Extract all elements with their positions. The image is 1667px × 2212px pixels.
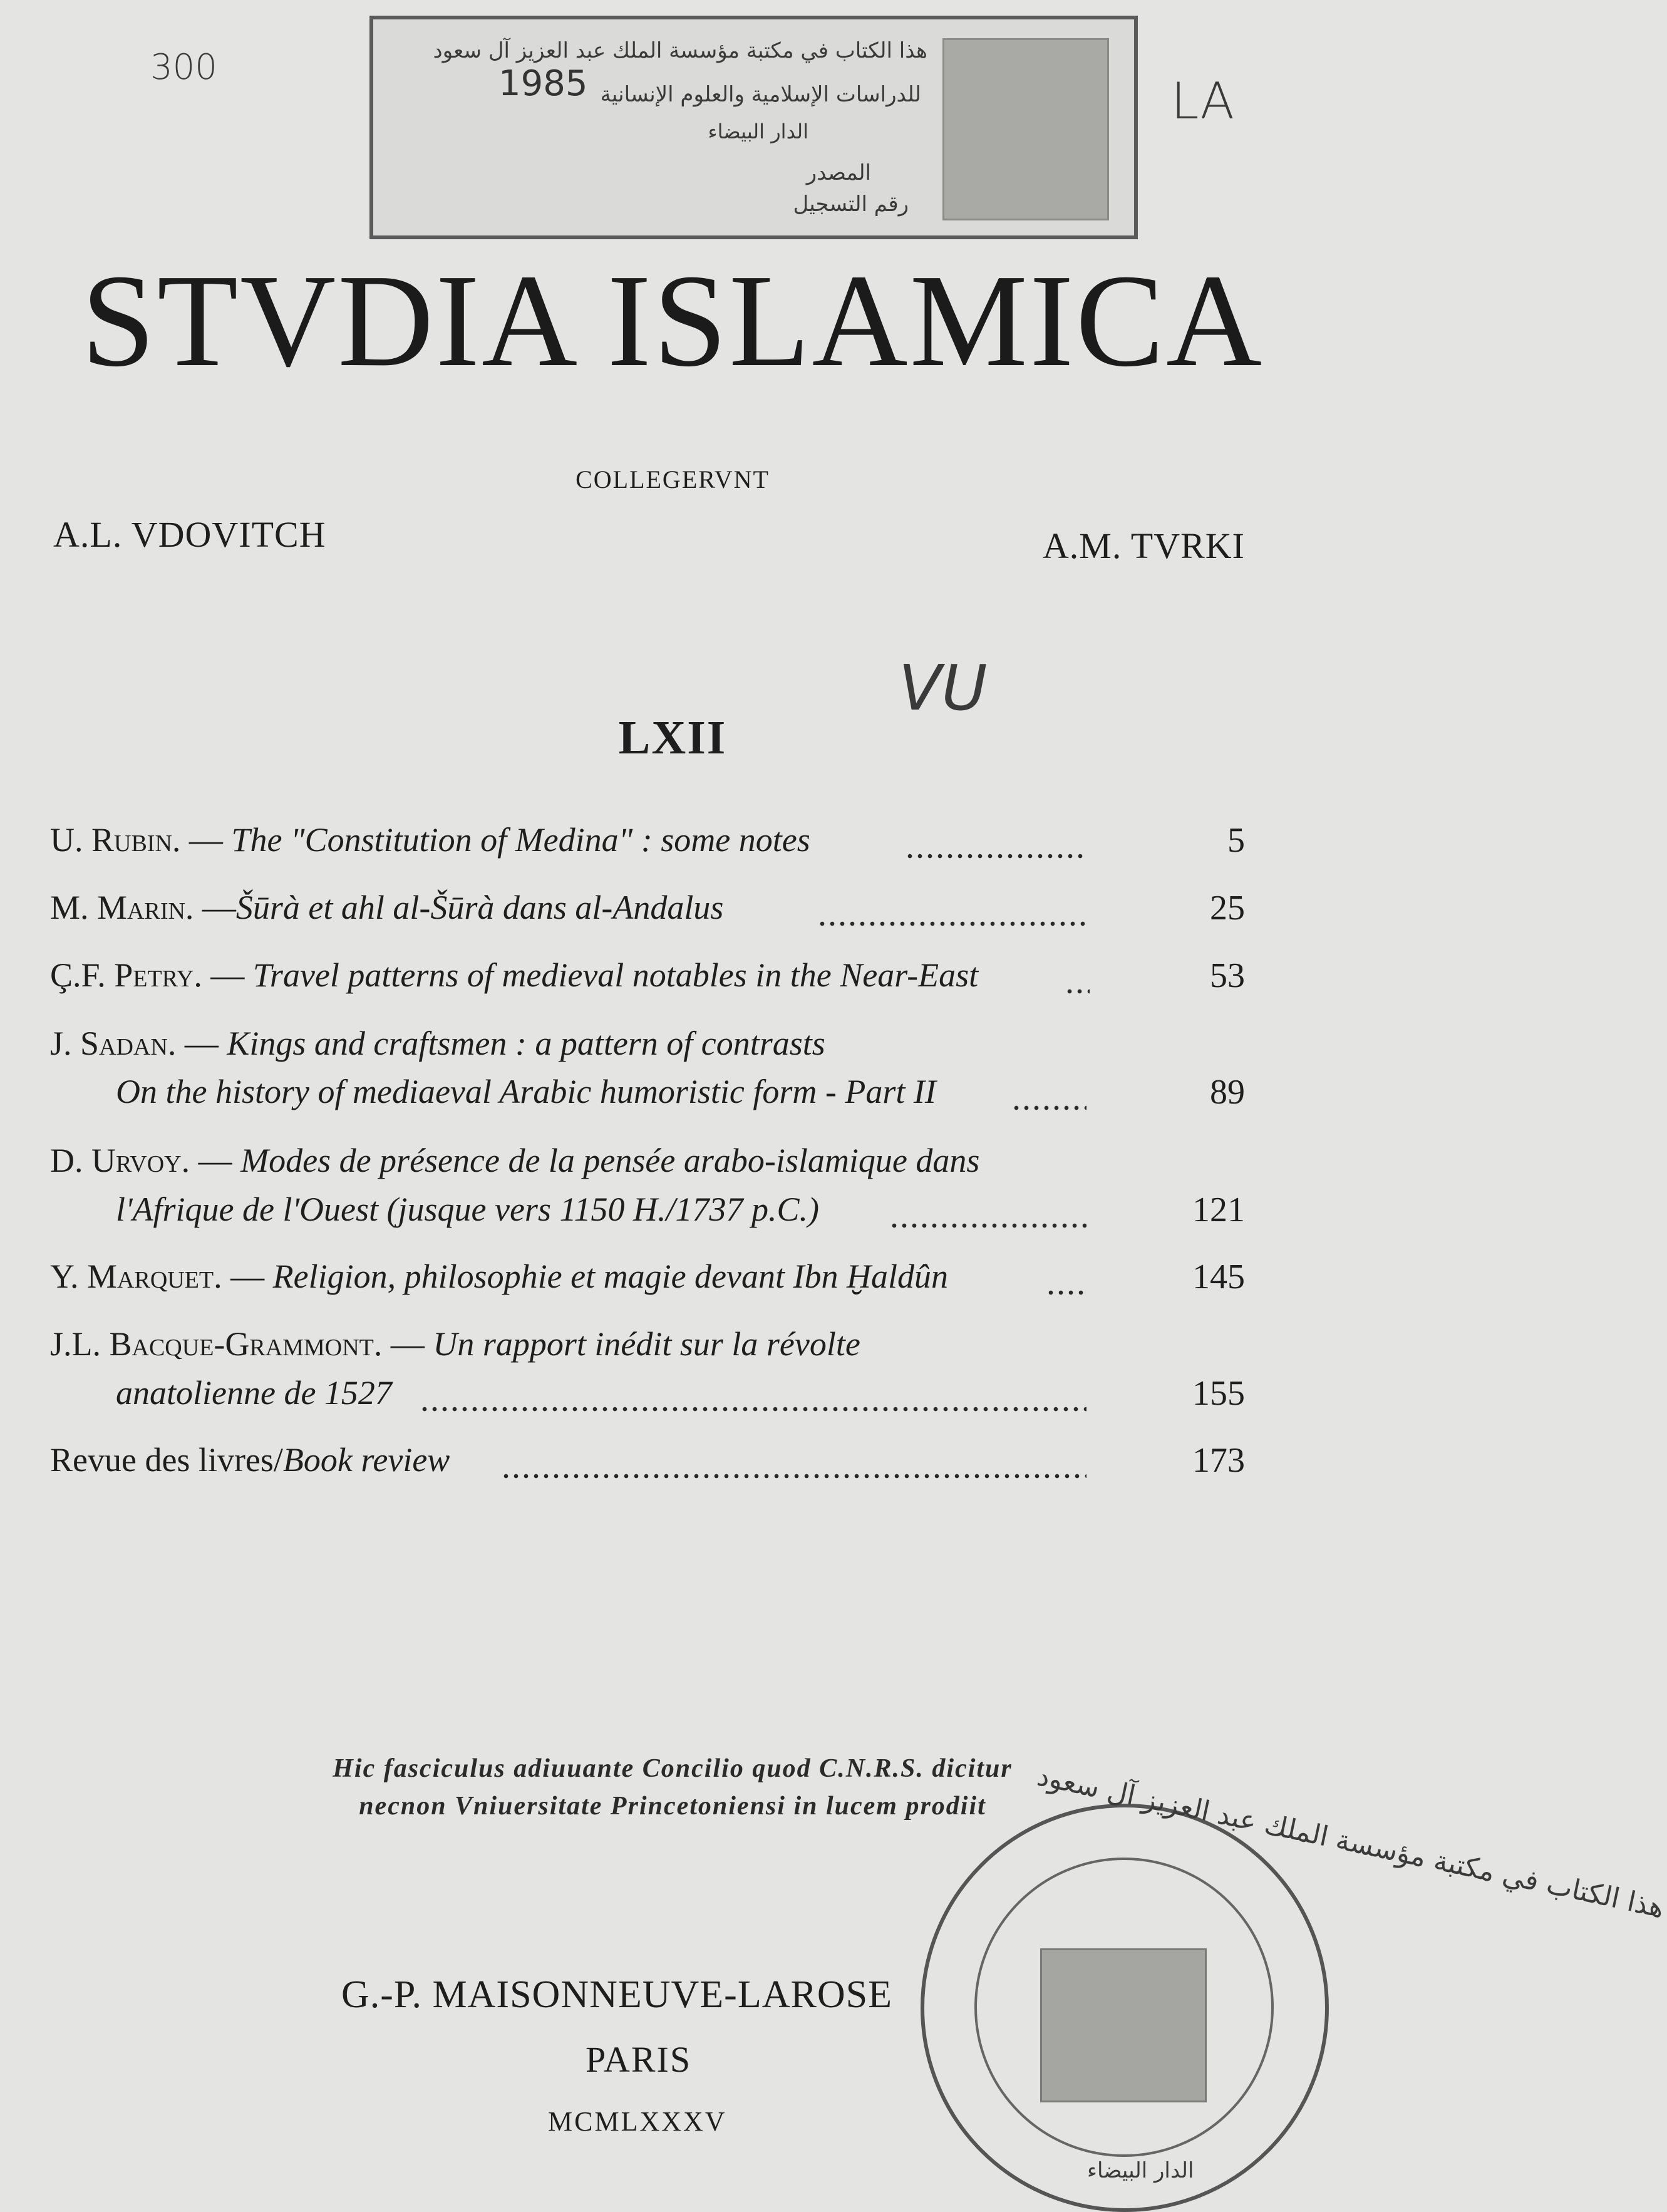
toc-leader-dots bbox=[420, 1406, 1086, 1412]
handwritten-mark: LA bbox=[1171, 72, 1235, 130]
toc-entry bbox=[0, 1440, 1345, 1497]
publisher-name: G.-P. MAISONNEUVE-LAROSE bbox=[341, 1973, 892, 2016]
publisher-city: PARIS bbox=[586, 2039, 692, 2080]
toc-leader-dots bbox=[501, 1473, 1086, 1479]
toc-author: Y. Marquet. bbox=[50, 1258, 222, 1295]
toc-leader-dots bbox=[1065, 988, 1090, 995]
toc-entry bbox=[0, 1141, 1345, 1197]
toc-separator: — bbox=[190, 1142, 241, 1179]
toc-page-number: 53 bbox=[1210, 956, 1245, 995]
toc-entry bbox=[0, 1257, 1345, 1313]
toc-entry bbox=[0, 956, 1345, 1012]
toc-page-number: 5 bbox=[1227, 821, 1245, 860]
handwritten-initials: VU bbox=[899, 651, 988, 725]
toc-entry bbox=[0, 820, 1345, 877]
seal-emblem-image bbox=[1040, 1948, 1207, 2102]
handwritten-number: 300 bbox=[150, 47, 217, 88]
stamp-line-5: رقم التسجيل bbox=[793, 192, 909, 217]
toc-leader-dots bbox=[889, 1222, 1086, 1229]
toc-title: Un rapport inédit sur la révolte bbox=[433, 1325, 860, 1363]
publication-year: MCMLXXXV bbox=[548, 2106, 727, 2137]
stamp-line-3: الدار البيضاء bbox=[708, 120, 808, 143]
toc-separator: — bbox=[222, 1258, 273, 1295]
funding-note-line-1: Hic fasciculus adiuuante Concilio quod C.N.R.S. dicitur bbox=[333, 1754, 1013, 1783]
toc-author: Revue des livres/ bbox=[50, 1441, 283, 1479]
toc-author: M. Marin. bbox=[50, 889, 194, 926]
journal-title: STVDIA ISLAMICA bbox=[81, 247, 1264, 394]
library-stamp bbox=[369, 16, 1138, 239]
funding-note-line-2: necnon Vniuersitate Princetoniensi in lucem prodiit bbox=[359, 1792, 986, 1821]
toc-author: J.L. Bacque-Grammont. bbox=[50, 1325, 383, 1363]
toc-leader-dots bbox=[817, 921, 1086, 927]
toc-page-number: 25 bbox=[1210, 889, 1245, 928]
toc-entry-continuation bbox=[0, 1190, 1345, 1246]
toc-separator: — bbox=[180, 821, 232, 859]
toc-page-number: 89 bbox=[1210, 1073, 1245, 1112]
stamp-line-1: هذا الكتاب في مكتبة مؤسسة الملك عبد العزيز آل سعود bbox=[433, 38, 927, 63]
toc-page-number: 145 bbox=[1192, 1258, 1245, 1296]
toc-page-number: 121 bbox=[1192, 1191, 1245, 1229]
toc-separator: — bbox=[202, 956, 253, 994]
editors-heading: COLLEGERVNT bbox=[575, 465, 770, 494]
toc-leader-dots bbox=[1046, 1289, 1086, 1296]
toc-title: Book review bbox=[282, 1441, 450, 1479]
editor-left: A.L. VDOVITCH bbox=[53, 514, 326, 555]
seal-bottom-text: الدار البيضاء bbox=[1087, 2158, 1194, 2183]
toc-author: Ç.F. Petry. bbox=[50, 956, 202, 994]
toc-title: Religion, philosophie et magie devant Ibn Ḫaldûn bbox=[272, 1258, 948, 1295]
toc-title: Travel patterns of medieval notables in the Near-East bbox=[252, 956, 979, 994]
stamp-line-2: للدراسات الإسلامية والعلوم الإنسانية bbox=[600, 82, 921, 107]
toc-title: Šūrà et ahl al-Šūrà dans al-Andalus bbox=[235, 889, 724, 926]
toc-author: U. Rubin. bbox=[50, 821, 181, 859]
toc-separator: — bbox=[176, 1025, 227, 1062]
toc-leader-dots bbox=[905, 853, 1086, 859]
toc-title-continuation: l'Afrique de l'Ouest (jusque vers 1150 H./1737 p.C.) bbox=[116, 1191, 819, 1228]
toc-author: D. Urvoy. bbox=[50, 1142, 190, 1179]
toc-title: The "Constitution of Medina" : some notes bbox=[231, 821, 810, 859]
toc-entry-continuation bbox=[0, 1373, 1345, 1430]
library-seal bbox=[921, 1760, 1667, 2212]
toc-entry bbox=[0, 888, 1345, 944]
toc-separator: — bbox=[382, 1325, 433, 1363]
toc-page-number: 155 bbox=[1192, 1374, 1245, 1413]
volume-number: LXII bbox=[618, 711, 727, 764]
toc-title-continuation: anatolienne de 1527 bbox=[116, 1374, 392, 1412]
toc-leader-dots bbox=[1011, 1105, 1086, 1111]
editor-right: A.M. TVRKI bbox=[1042, 525, 1245, 566]
stamp-year: 1985 bbox=[498, 63, 588, 104]
toc-title: Modes de présence de la pensée arabo-islamique dans bbox=[240, 1142, 980, 1179]
toc-author: J. Sadan. bbox=[50, 1025, 177, 1062]
toc-entry-continuation bbox=[0, 1072, 1345, 1129]
toc-separator: — bbox=[194, 889, 236, 926]
stamp-line-4: المصدر bbox=[806, 160, 871, 185]
stamp-emblem-image bbox=[942, 38, 1109, 220]
toc-entry bbox=[0, 1325, 1345, 1381]
toc-page-number: 173 bbox=[1192, 1441, 1245, 1480]
toc-title: Kings and craftsmen : a pattern of contrasts bbox=[227, 1025, 825, 1062]
toc-title-continuation: On the history of mediaeval Arabic humoristic form - Part II bbox=[116, 1073, 936, 1110]
seal-text: هذا الكتاب في مكتبة مؤسسة الملك عبد العزيز آل سعود bbox=[1034, 1760, 1667, 1925]
